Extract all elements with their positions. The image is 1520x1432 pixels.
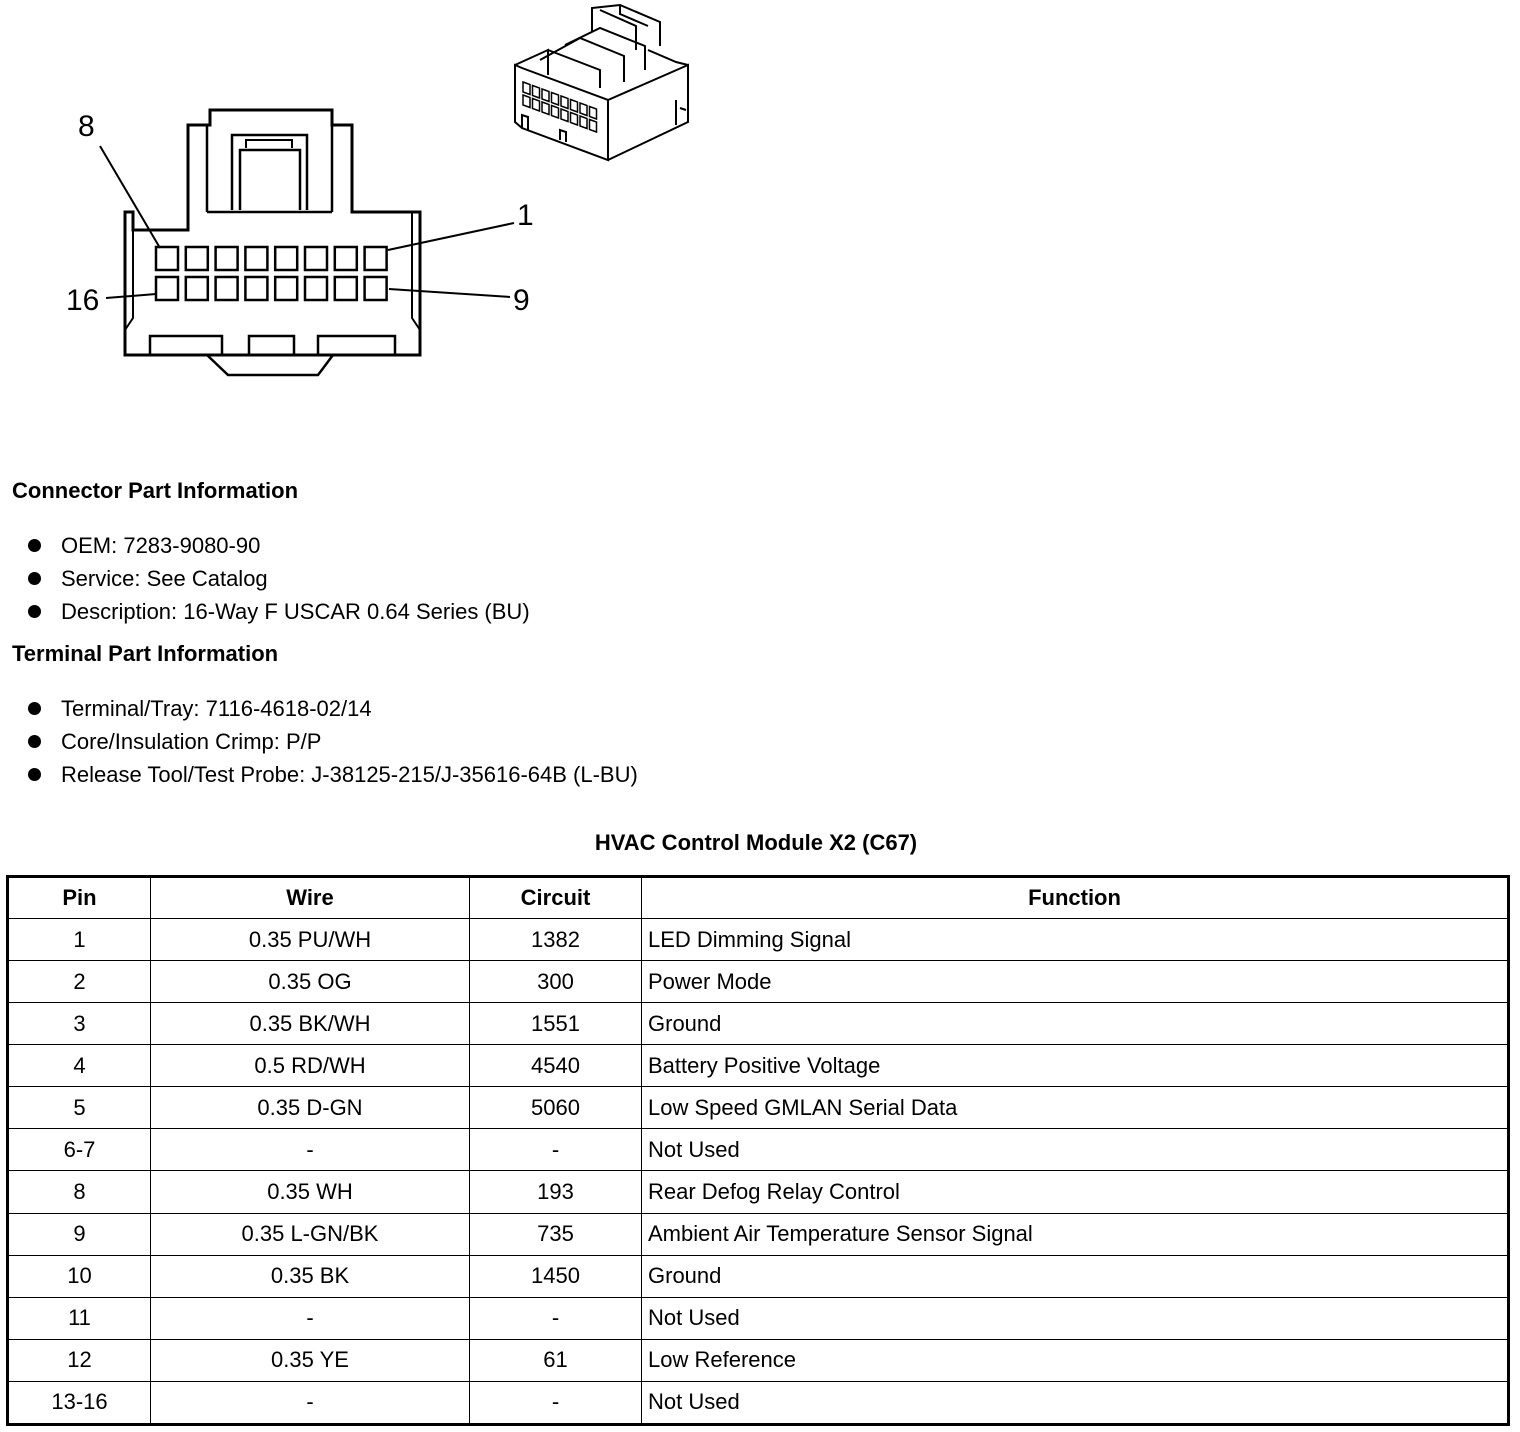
terminal-cavity bbox=[245, 277, 267, 300]
wire-cell: 0.35 BK bbox=[151, 1255, 470, 1297]
terminal-part-info-heading: Terminal Part Information bbox=[12, 641, 279, 666]
table-row bbox=[8, 1213, 1509, 1255]
isometric-cavity bbox=[533, 86, 540, 99]
isometric-cavity bbox=[571, 100, 578, 113]
wire-cell: 0.5 RD/WH bbox=[151, 1045, 470, 1087]
pin-cell: 2 bbox=[8, 961, 151, 1003]
leader-pin-1 bbox=[388, 223, 514, 250]
isometric-cavity bbox=[561, 109, 568, 122]
table-row bbox=[8, 919, 1509, 961]
bullet-icon bbox=[28, 702, 41, 715]
terminal-part-info-list bbox=[28, 695, 638, 794]
leader-pin-8 bbox=[100, 146, 160, 248]
table-row bbox=[8, 1129, 1509, 1171]
circuit-cell: 735 bbox=[470, 1213, 642, 1255]
function-cell: Ground bbox=[642, 1003, 1509, 1045]
pin-cell: 13-16 bbox=[8, 1381, 151, 1424]
circuit-cell: 193 bbox=[470, 1171, 642, 1213]
wire-cell: - bbox=[151, 1297, 470, 1339]
wire-cell: 0.35 WH bbox=[151, 1171, 470, 1213]
bullet-icon bbox=[28, 572, 41, 585]
oem-text: OEM: 7283-9080-90 bbox=[61, 533, 261, 558]
function-cell: Not Used bbox=[642, 1129, 1509, 1171]
terminal-cavity bbox=[365, 277, 387, 300]
circuit-cell: 1382 bbox=[470, 919, 642, 961]
circuit-cell: 1551 bbox=[470, 1003, 642, 1045]
isometric-cavity bbox=[523, 95, 530, 108]
callout-8: 8 bbox=[78, 110, 95, 143]
connector-isometric-drawing bbox=[515, 5, 688, 160]
release-tool-text: Release Tool/Test Probe: J-38125-215/J-35616-64B (L-BU) bbox=[61, 762, 638, 787]
function-cell: Rear Defog Relay Control bbox=[642, 1171, 1509, 1213]
isometric-cavities bbox=[523, 82, 597, 132]
isometric-cavity bbox=[542, 89, 549, 102]
terminal-cavity bbox=[275, 247, 297, 270]
bullet-icon bbox=[28, 768, 41, 781]
pin-cell: 3 bbox=[8, 1003, 151, 1045]
pin-cell: 10 bbox=[8, 1255, 151, 1297]
header-pin: Pin bbox=[8, 877, 151, 919]
function-cell: Low Speed GMLAN Serial Data bbox=[642, 1087, 1509, 1129]
table-row bbox=[8, 1003, 1509, 1045]
function-cell: Power Mode bbox=[642, 961, 1509, 1003]
wire-cell: 0.35 PU/WH bbox=[151, 919, 470, 961]
pinout-table bbox=[6, 875, 1510, 1426]
terminal-cavity bbox=[156, 247, 178, 270]
table-row bbox=[8, 1381, 1509, 1424]
isometric-cavity bbox=[580, 103, 587, 116]
terminal-cavity bbox=[275, 277, 297, 300]
wire-cell: 0.35 D-GN bbox=[151, 1087, 470, 1129]
isometric-cavity bbox=[571, 113, 578, 126]
function-cell: Not Used bbox=[642, 1297, 1509, 1339]
terminal-tray-text: Terminal/Tray: 7116-4618-02/14 bbox=[61, 696, 372, 721]
circuit-cell: - bbox=[470, 1297, 642, 1339]
header-circuit: Circuit bbox=[470, 877, 642, 919]
list-item bbox=[28, 598, 530, 631]
terminal-cavity bbox=[216, 247, 238, 270]
table-title: HVAC Control Module X2 (C67) bbox=[594, 830, 918, 855]
bullet-icon bbox=[28, 605, 41, 618]
function-cell: Battery Positive Voltage bbox=[642, 1045, 1509, 1087]
callout-1: 1 bbox=[517, 199, 534, 232]
leader-pin-9 bbox=[389, 289, 510, 297]
list-item bbox=[28, 695, 638, 728]
list-item bbox=[28, 728, 638, 761]
circuit-cell: 1450 bbox=[470, 1255, 642, 1297]
bullet-icon bbox=[28, 735, 41, 748]
isometric-cavity bbox=[542, 102, 549, 115]
function-cell: Ground bbox=[642, 1255, 1509, 1297]
table-row bbox=[8, 1255, 1509, 1297]
pin-cell: 6-7 bbox=[8, 1129, 151, 1171]
isometric-cavity bbox=[561, 96, 568, 109]
isometric-cavity bbox=[590, 120, 597, 133]
pin-cell: 1 bbox=[8, 919, 151, 961]
terminal-cavities bbox=[156, 247, 387, 300]
wire-cell: 0.35 YE bbox=[151, 1339, 470, 1381]
description-text: Description: 16-Way F USCAR 0.64 Series (BU) bbox=[61, 599, 530, 624]
table-row bbox=[8, 1297, 1509, 1339]
pin-cell: 9 bbox=[8, 1213, 151, 1255]
terminal-cavity bbox=[335, 247, 357, 270]
terminal-cavity bbox=[216, 277, 238, 300]
connector-part-info-heading: Connector Part Information bbox=[12, 478, 299, 503]
terminal-cavity bbox=[245, 247, 267, 270]
circuit-cell: - bbox=[470, 1129, 642, 1171]
list-item bbox=[28, 565, 530, 598]
circuit-cell: - bbox=[470, 1381, 642, 1424]
table-row bbox=[8, 1045, 1509, 1087]
callout-16: 16 bbox=[66, 284, 100, 317]
circuit-cell: 5060 bbox=[470, 1087, 642, 1129]
table-row bbox=[8, 1087, 1509, 1129]
isometric-cavity bbox=[580, 116, 587, 129]
list-item bbox=[28, 532, 530, 565]
terminal-cavity bbox=[335, 277, 357, 300]
header-function: Function bbox=[642, 877, 1509, 919]
terminal-cavity bbox=[305, 277, 327, 300]
isometric-cavity bbox=[523, 82, 530, 95]
pin-cell: 5 bbox=[8, 1087, 151, 1129]
wire-cell: 0.35 BK/WH bbox=[151, 1003, 470, 1045]
function-cell: Ambient Air Temperature Sensor Signal bbox=[642, 1213, 1509, 1255]
function-cell: LED Dimming Signal bbox=[642, 919, 1509, 961]
table-header-row bbox=[8, 877, 1509, 919]
connector-part-info-list bbox=[28, 532, 530, 631]
connector-face-drawing bbox=[125, 110, 420, 375]
pin-cell: 8 bbox=[8, 1171, 151, 1213]
pin-cell: 11 bbox=[8, 1297, 151, 1339]
terminal-cavity bbox=[186, 247, 208, 270]
connector-diagram bbox=[0, 0, 760, 400]
service-text: Service: See Catalog bbox=[61, 566, 268, 591]
leader-pin-16 bbox=[106, 294, 156, 298]
callout-9: 9 bbox=[513, 284, 530, 317]
pin-cell: 4 bbox=[8, 1045, 151, 1087]
terminal-cavity bbox=[156, 277, 178, 300]
terminal-cavity bbox=[365, 247, 387, 270]
wire-cell: 0.35 OG bbox=[151, 961, 470, 1003]
isometric-cavity bbox=[552, 106, 559, 119]
isometric-cavity bbox=[552, 93, 559, 106]
circuit-cell: 4540 bbox=[470, 1045, 642, 1087]
circuit-cell: 61 bbox=[470, 1339, 642, 1381]
header-wire: Wire bbox=[151, 877, 470, 919]
list-item bbox=[28, 761, 638, 794]
terminal-cavity bbox=[305, 247, 327, 270]
isometric-cavity bbox=[533, 99, 540, 112]
circuit-cell: 300 bbox=[470, 961, 642, 1003]
wire-cell: - bbox=[151, 1381, 470, 1424]
table-row bbox=[8, 1171, 1509, 1213]
function-cell: Low Reference bbox=[642, 1339, 1509, 1381]
pin-cell: 12 bbox=[8, 1339, 151, 1381]
wire-cell: 0.35 L-GN/BK bbox=[151, 1213, 470, 1255]
table-row bbox=[8, 961, 1509, 1003]
isometric-cavity bbox=[590, 107, 597, 120]
terminal-cavity bbox=[186, 277, 208, 300]
crimp-text: Core/Insulation Crimp: P/P bbox=[61, 729, 322, 754]
bullet-icon bbox=[28, 539, 41, 552]
function-cell: Not Used bbox=[642, 1381, 1509, 1424]
wire-cell: - bbox=[151, 1129, 470, 1171]
table-row bbox=[8, 1339, 1509, 1381]
